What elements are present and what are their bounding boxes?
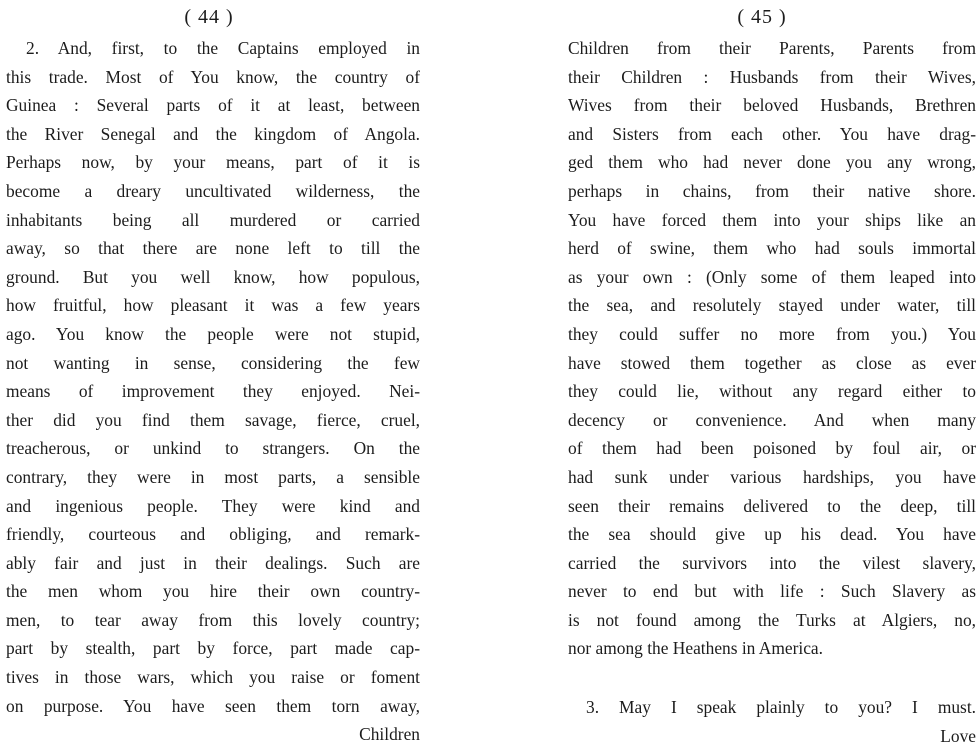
text-line: carried the survivors into the vilest slavery, [568, 552, 976, 573]
text-line: nor among the Heathens in America. [568, 638, 823, 659]
text-line: Wives from their beloved Husbands, Brethren [568, 95, 976, 116]
text-line: perhaps in chains, from their native shore. [568, 180, 976, 201]
text-line: and Sisters from each other. You have drag- [568, 123, 976, 144]
text-line: is not found among the Turks at Algiers, no, [568, 609, 976, 630]
text-line: ther did you find them savage, fierce, cruel, [6, 409, 420, 430]
text-line: contrary, they were in most parts, a sensible [6, 466, 420, 487]
catchword: Love [940, 725, 976, 746]
text-line: seen their remains delivered to the deep, till [568, 495, 976, 516]
text-line: never to end but with life : Such Slavery as [568, 581, 976, 602]
text-line: You have forced them into your ships like an [568, 209, 976, 230]
page-number: ( 44 ) [184, 6, 234, 28]
text-line: had sunk under various hardships, you have [568, 466, 976, 487]
text-line: on purpose. You have seen them torn away, [6, 695, 420, 716]
right-page [568, 0, 976, 750]
text-line: Children from their Parents, Parents from [568, 38, 976, 58]
text-line: how fruitful, how pleasant it was a few years [6, 295, 420, 316]
text-line: tives in those wars, which you raise or foment [6, 667, 420, 688]
text-line: part by stealth, part by force, part made cap- [6, 638, 420, 659]
text-line: away, so that there are none left to till the [6, 238, 420, 259]
text-line: ably fair and just in their dealings. Such are [6, 552, 420, 573]
text-line: they could suffer no more from you.) You [568, 323, 976, 344]
text-line: this trade. Most of You know, the country of [6, 66, 420, 87]
text-line: the River Senegal and the kingdom of Angola. [6, 123, 420, 144]
text-line: ago. You know the people were not stupid, [6, 323, 420, 344]
text-line: become a dreary uncultivated wilderness, the [6, 180, 420, 201]
text-line: inhabitants being all murdered or carried [6, 209, 420, 230]
text-line: means of improvement they enjoyed. Nei- [6, 381, 420, 402]
paragraph-start: 3. May I speak plainly to you? I must. [586, 697, 976, 718]
text-line: they could lie, without any regard either to [568, 381, 976, 402]
text-line: have stowed them together as close as ever [568, 352, 976, 373]
text-line: men, to tear away from this lovely country; [6, 609, 420, 630]
text-line: the sea should give up his dead. You have [568, 524, 976, 545]
text-line: Guinea : Several parts of it at least, between [6, 95, 420, 116]
page-number: ( 45 ) [737, 6, 787, 28]
text-line: as your own : (Only some of them leaped into [568, 266, 976, 287]
text-line: treacherous, or unkind to strangers. On the [6, 438, 420, 459]
text-line: and ingenious people. They were kind and [6, 495, 420, 516]
text-line: ged them who had never done you any wrong, [568, 152, 976, 173]
text-line: Perhaps now, by your means, part of it is [6, 152, 420, 173]
text-line: the men whom you hire their own country- [6, 581, 420, 602]
text-line: herd of swine, them who had souls immortal [568, 238, 976, 259]
page-text [6, 34, 420, 720]
text-line: ground. But you well know, how populous, [6, 266, 420, 287]
text-line: their Children : Husbands from their Wives, [568, 66, 976, 87]
left-page [6, 0, 420, 749]
text-line: not wanting in sense, considering the few [6, 352, 420, 373]
text-line: of them had been poisoned by foul air, or [568, 438, 976, 459]
text-line: friendly, courteous and obliging, and remark- [6, 524, 420, 545]
page-text [568, 34, 976, 663]
text-line: the sea, and resolutely stayed under water, till [568, 295, 976, 316]
catchword: Children [359, 724, 420, 745]
text-line: decency or convenience. And when many [568, 409, 976, 430]
text-line: 2. And, first, to the Captains employed in [26, 38, 420, 58]
